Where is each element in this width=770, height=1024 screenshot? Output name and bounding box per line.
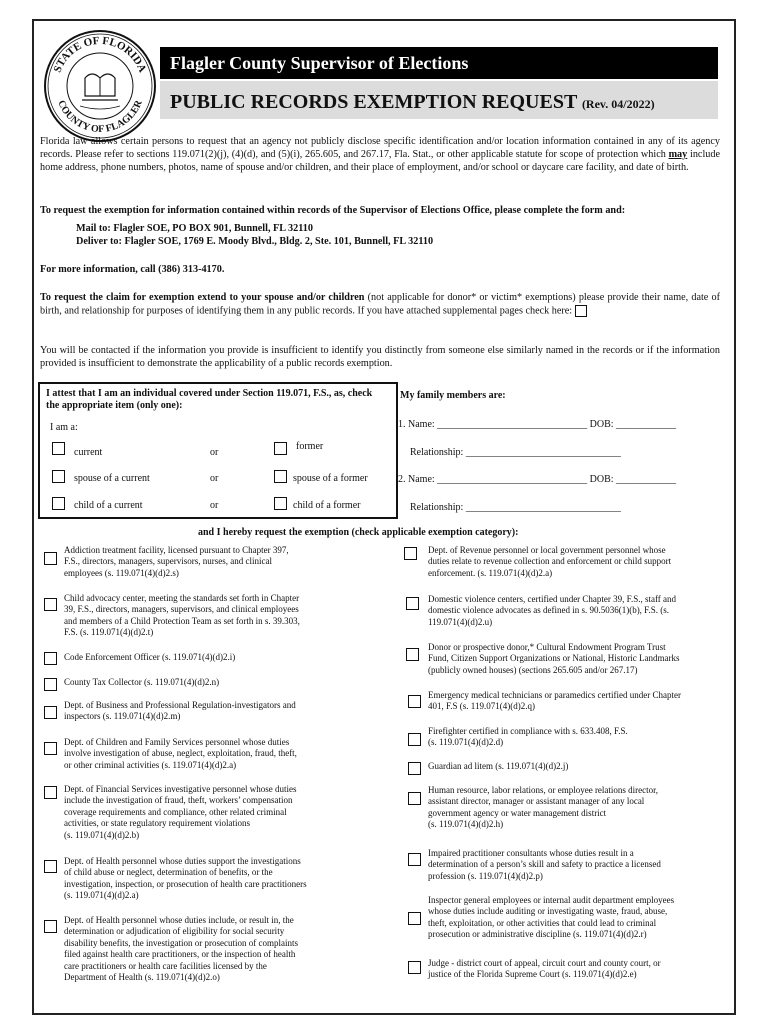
left-exemption-text [64, 545, 289, 579]
right-exemption-text [428, 785, 658, 831]
exemption-line: (s. 119.071(4)(d)2.b) [64, 829, 140, 840]
right-exemption-text [428, 726, 628, 749]
right-exemption-text [428, 690, 681, 713]
exemption-line: enforcement. (s. 119.071(4)(d)2.a) [428, 567, 553, 578]
left-exemption-text [64, 856, 307, 902]
exemption-line: (s. 119.071(4)(d)2.h) [428, 819, 504, 830]
exemption-line: inspectors (s. 119.071(4)(d)2.m) [64, 711, 181, 722]
exemption-line: Dept. of Children and Family Services personnel whose duties [64, 737, 290, 747]
exemption-line: determination or adjudication of eligibility for social security [64, 926, 285, 937]
left-exemption-checkbox[interactable] [44, 706, 57, 719]
exemption-line: Domestic violence centers, certified under Chapter 39, F.S., staff and [428, 594, 677, 604]
exemption-line: include the investigation of fraud, theft, workers’ compensation [64, 795, 293, 806]
form-title-banner [160, 81, 718, 119]
spouse-current-checkbox[interactable] [52, 470, 65, 483]
left-exemption-text [64, 652, 235, 663]
left-exemption-checkbox[interactable] [44, 860, 57, 873]
exemption-line: of child abuse or neglect, determination of benefits, or the [64, 867, 273, 878]
exemption-line: Firefighter certified in compliance with s. 633.408, F.S. [428, 726, 628, 736]
exemption-line: (s. 119.071(4)(d)2.d) [428, 737, 504, 748]
exemption-line: activities, or state regulatory requirement violations [64, 818, 250, 829]
family-1-name-dob[interactable]: 1. Name: ______________________________ DOB: ____________ [398, 419, 677, 430]
current-checkbox[interactable] [52, 442, 65, 455]
right-exemption-text [428, 848, 661, 882]
exemption-line: Dept. of Health personnel whose duties support the investigations [64, 856, 301, 866]
left-exemption-text [64, 700, 296, 723]
exemption-line: F.S., directors, managers, supervisors, nurses, and clinical [64, 556, 272, 567]
supplemental-pages-checkbox[interactable] [575, 305, 587, 317]
right-exemption-text [428, 761, 568, 772]
right-exemption-checkbox[interactable] [408, 695, 421, 708]
exemption-line: determination of a person’s skill and safety to practice a licensed [428, 859, 661, 870]
exemption-line: whose duties include auditing or investigating waste, fraud, abuse, [428, 906, 668, 917]
left-exemption-checkbox[interactable] [44, 920, 57, 933]
exemption-line: Impaired practitioner consultants whose duties result in a [428, 848, 634, 858]
contact-phone-line: For more information, call (386) 313-4170. [40, 264, 225, 275]
exemption-line: disability benefits, the investigation or prosecution of complaints [64, 937, 298, 948]
child-current-checkbox[interactable] [52, 497, 65, 510]
exemption-line: prosecution or administrative discipline (s. 119.071(4)(d)2.r) [428, 929, 647, 940]
exemption-line: F.S. (s. 119.071(4)(d)2.t) [64, 627, 154, 638]
exemption-line: 39, F.S., directors, managers, supervisors, and clinical employees [64, 604, 299, 615]
right-exemption-checkbox[interactable] [408, 853, 421, 866]
left-exemption-checkbox[interactable] [44, 742, 57, 755]
form-title: PUBLIC RECORDS EXEMPTION REQUEST [170, 91, 577, 113]
exemption-line: Dept. of Revenue personnel or local government personnel whose [428, 545, 666, 555]
or-label: or [210, 500, 219, 511]
exemption-line: Department of Health (s. 119.071(4)(d)2.o) [64, 972, 220, 983]
exemption-line: Dept. of Health personnel whose duties include, or result in, the [64, 915, 294, 925]
right-exemption-checkbox[interactable] [408, 762, 421, 775]
exemption-line: Fund, Citizen Support Organizations or National, Historic Landmarks [428, 653, 680, 664]
left-exemption-checkbox[interactable] [44, 552, 57, 565]
right-exemption-text [428, 545, 671, 579]
delivery-address: Deliver to: Flagler SOE, 1769 E. Moody Blvd., Bldg. 2, Ste. 101, Bunnell, FL 32110 [76, 236, 434, 247]
mail-address: Mail to: Flagler SOE, PO BOX 901, Bunnell, FL 32110 [76, 223, 313, 234]
left-exemption-checkbox[interactable] [44, 678, 57, 691]
exemption-line: justice of the Florida Supreme Court (s. 119.071(4)(d)2.e) [428, 969, 637, 980]
exemption-line: (s. 119.071(4)(d)2.a) [64, 890, 139, 901]
spouse-claim-paragraph: To request the claim for exemption extend to your spouse and/or children (not applicable for donor* or victim* exemptions) please provide their name, date of birth, and relationship for purposes of identifying them in any public records. If you have attached supplemental pages check here: [40, 292, 720, 317]
svg-text:STATE OF FLORIDA: STATE OF FLORIDA [51, 34, 149, 75]
exemption-line: duties relate to revenue collection and enforcement or child support [428, 556, 672, 567]
right-exemption-checkbox[interactable] [408, 961, 421, 974]
exemption-line: investigation, inspection, or prosecution of health care practitioners [64, 878, 307, 889]
exemption-line: assistant director, manager or assistant manager of any local [428, 796, 645, 807]
or-label: or [210, 473, 219, 484]
right-exemption-checkbox[interactable] [406, 648, 419, 661]
exemption-heading: and I hereby request the exemption (check applicable exemption category): [198, 527, 519, 538]
exemption-line: County Tax Collector (s. 119.071(4)(d)2.n) [64, 677, 220, 687]
right-exemption-checkbox[interactable] [404, 547, 417, 560]
family-2-name-dob[interactable]: 2. Name: ______________________________ DOB: ____________ [398, 474, 677, 485]
office-banner: Flagler County Supervisor of Elections [160, 47, 718, 79]
svg-text:COUNTY OF FLAGLER: COUNTY OF FLAGLER [55, 98, 145, 136]
exemption-line: Emergency medical technicians or paramedics certified under Chapter [428, 690, 681, 700]
exemption-line: 401, F.S (s. 119.071(4)(d)2.q) [428, 701, 535, 712]
attestation-heading: I attest that I am an individual covered under Section 119.071, F.S., as, check the appropriate item (only one): [46, 388, 373, 411]
left-exemption-text [64, 915, 298, 983]
exemption-line: government agency or water management district [428, 807, 607, 818]
right-exemption-checkbox[interactable] [408, 733, 421, 746]
left-exemption-checkbox[interactable] [44, 786, 57, 799]
contact-note: You will be contacted if the information you provide is insufficient to identify you distinctly from someone else similarly named in the records or if the information provided is insufficient to demonstrate the applicability of a public records exemption. [40, 345, 720, 369]
exemption-line: Inspector general employees or internal audit department employees [428, 895, 675, 905]
left-exemption-text [64, 677, 219, 688]
former-checkbox[interactable] [274, 442, 287, 455]
left-exemption-checkbox[interactable] [44, 598, 57, 611]
family-2-relationship[interactable]: Relationship: _______________________________ [410, 502, 621, 513]
exemption-line: Judge - district court of appeal, circuit court and county court, or [428, 958, 661, 968]
left-exemption-text [64, 784, 296, 841]
right-exemption-checkbox[interactable] [406, 597, 419, 610]
revision-label: (Rev. 04/2022) [581, 97, 655, 111]
right-exemption-text [428, 895, 674, 941]
left-exemption-text [64, 593, 300, 639]
spouse-former-label: spouse of a former [293, 473, 368, 484]
exemption-line: 119.071(4)(d)2.u) [428, 616, 493, 627]
spouse-current-label: spouse of a current [74, 473, 150, 484]
exemption-line: Dept. of Financial Services investigative personnel whose duties [64, 784, 297, 794]
right-exemption-text [428, 642, 680, 676]
child-former-label: child of a former [293, 500, 361, 511]
left-exemption-checkbox[interactable] [44, 652, 57, 665]
exemption-line: Addiction treatment facility, licensed pursuant to Chapter 397, [64, 545, 289, 555]
right-exemption-checkbox[interactable] [408, 912, 421, 925]
exemption-line: and members of a Child Protection Team as set forth in s. 39.303, [64, 615, 300, 626]
request-instructions: To request the exemption for information contained within records of the Supervisor of Elections Office, please complete the form and: [40, 205, 626, 216]
exemption-line: care practitioners or health care facilities licensed by the [64, 960, 267, 971]
child-former-checkbox[interactable] [274, 497, 287, 510]
exemption-line: theft, exploitation, or other activities that could lead to criminal [428, 917, 657, 928]
exemption-line: (publicly owned houses) (sections 265.605 and/or 267.17) [428, 664, 638, 675]
attestation-box [38, 382, 398, 519]
exemption-line: employees (s. 119.071(4)(d)2.s) [64, 567, 179, 578]
exemption-line: Child advocacy center, meeting the standards set forth in Chapter [64, 593, 300, 603]
family-1-relationship[interactable]: Relationship: _______________________________ [410, 447, 621, 458]
former-label: former [296, 441, 324, 452]
exemption-line: coverage requirements and compliance, other related criminal [64, 806, 287, 817]
exemption-line: filed against health care practitioners, or the inspection of health [64, 949, 296, 960]
exemption-line: Code Enforcement Officer (s. 119.071(4)(d)2.i) [64, 652, 236, 662]
right-exemption-text [428, 594, 676, 628]
exemption-line: or other criminal activities (s. 119.071(4)(d)2.a) [64, 759, 237, 770]
spouse-former-checkbox[interactable] [274, 470, 287, 483]
i-am-label: I am a: [50, 422, 78, 433]
exemption-line: domestic violence advocates as defined in s. 90.5036(1)(b), F.S. (s. [428, 605, 669, 616]
exemption-line: Donor or prospective donor,* Cultural Endowment Program Trust [428, 642, 666, 652]
exemption-line: Dept. of Business and Professional Regulation-investigators and [64, 700, 296, 710]
county-seal [40, 26, 160, 146]
or-label: or [210, 447, 219, 458]
child-current-label: child of a current [74, 500, 143, 511]
exemption-line: Guardian ad litem (s. 119.071(4)(d)2.j) [428, 761, 569, 771]
exemption-line: profession (s. 119.071(4)(d)2.p) [428, 870, 543, 881]
right-exemption-text [428, 958, 661, 981]
current-label: current [74, 447, 103, 458]
intro-paragraph: Florida law allows certain persons to request that an agency not publicly disclose specific identification and/or location information contained in any of its agency records. Please refer to sections 119.071(2)(j), (4)(d), and (5)(i), 265.605, and 267.17, Fla. Stat., or other applicable statute for scope of protection which may include home address, phone numbers, photos, name of spouse and/or children, and their place of employment, and/or school or daycare care facility, and date of birth. [40, 136, 720, 173]
right-exemption-checkbox[interactable] [408, 792, 421, 805]
exemption-line: involve investigation of abuse, neglect, exploitation, fraud, theft, [64, 748, 297, 759]
left-exemption-text [64, 737, 297, 771]
family-heading: My family members are: [400, 390, 506, 401]
exemption-line: Human resource, labor relations, or employee relations director, [428, 785, 659, 795]
